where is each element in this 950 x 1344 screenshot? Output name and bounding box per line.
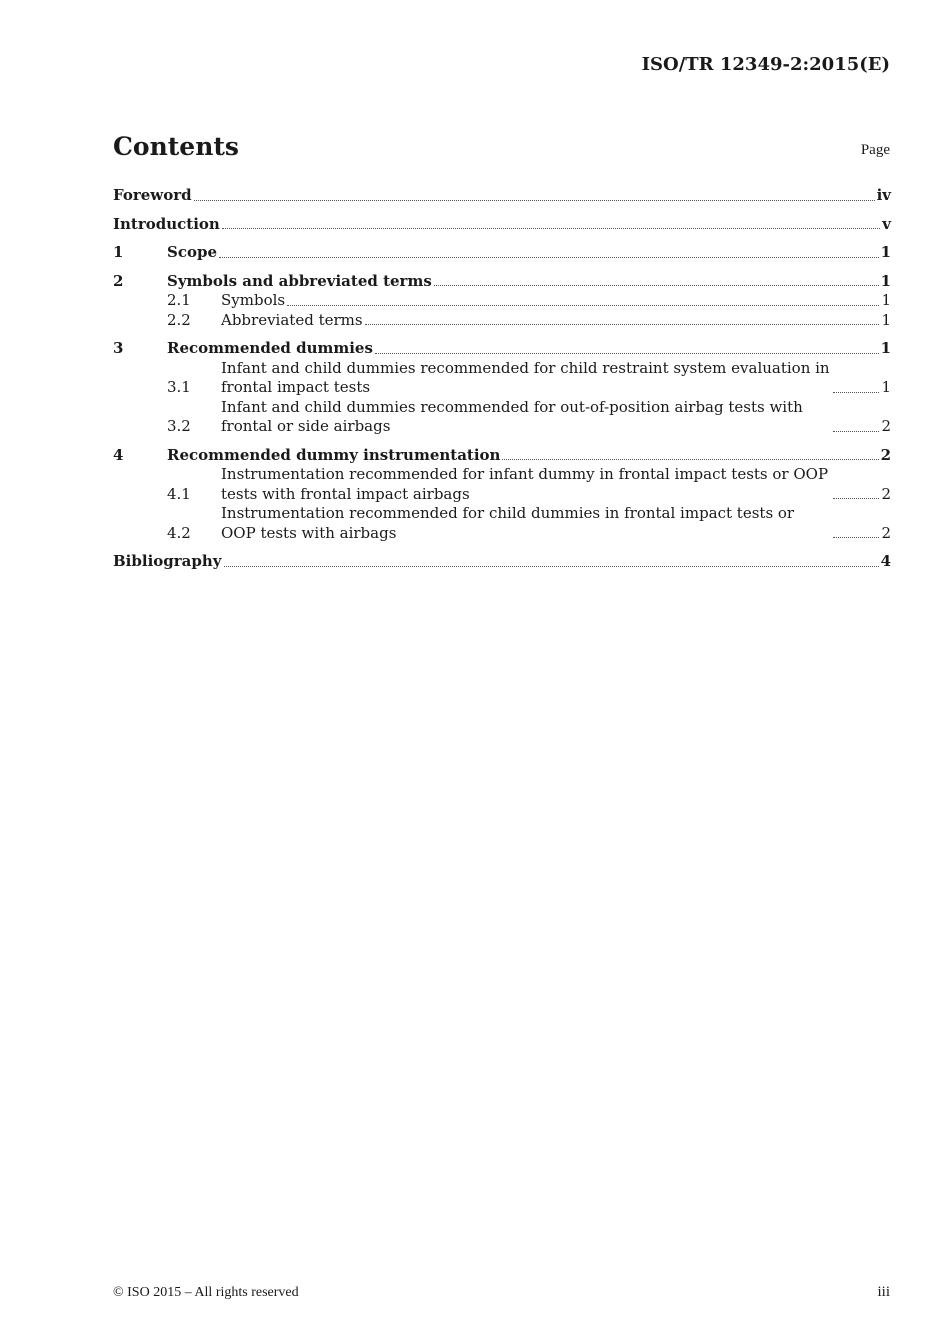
toc-entry-3-1[interactable] — [113, 359, 891, 398]
toc-entry-number: 2 — [113, 271, 124, 290]
dot-leader — [365, 324, 880, 325]
toc-entry-foreword[interactable] — [113, 186, 891, 206]
toc-entry-3-2[interactable] — [113, 398, 891, 437]
toc-entry-title: Scope — [167, 243, 218, 261]
toc-entry-number: 2.1 — [167, 291, 191, 309]
toc-entry-number: 2.2 — [167, 310, 191, 329]
page-column-label: Page — [860, 142, 890, 158]
dot-leader — [502, 459, 878, 460]
dot-leader — [287, 305, 879, 306]
toc-entry-page: 1 — [881, 378, 891, 396]
dot-leader — [833, 431, 879, 432]
toc-entry-title: Abbreviated terms — [221, 310, 363, 329]
toc-entry-title: Bibliography — [113, 552, 222, 570]
dot-leader — [833, 392, 879, 393]
dot-leader — [219, 257, 879, 258]
dot-leader — [194, 200, 875, 201]
toc-entry-number: 1 — [113, 243, 124, 261]
toc-entry-number: 3 — [113, 339, 124, 357]
dot-leader — [222, 228, 880, 229]
toc-entry-number: 4 — [113, 445, 124, 464]
toc-entry-4-1[interactable] — [113, 465, 891, 504]
toc-entry-4-2[interactable] — [113, 504, 891, 543]
toc-entry-page: 1 — [880, 271, 891, 290]
toc-entry-title: Instrumentation recommended for infant dummy in frontal impact tests or OOP tests with frontal impact airbags — [221, 465, 829, 503]
toc-entry-page: 2 — [881, 523, 891, 542]
copyright-notice: © ISO 2015 – All rights reserved — [113, 1285, 299, 1300]
toc-entry-recommended-instrumentation[interactable] — [113, 446, 891, 466]
toc-entry-page: v — [882, 214, 891, 233]
dot-leader — [224, 566, 879, 567]
page-number: iii — [877, 1284, 890, 1300]
toc-entry-recommended-dummies[interactable] — [113, 339, 891, 359]
toc-entry-page: 1 — [881, 291, 891, 309]
toc-entry-page: 2 — [881, 417, 891, 435]
toc-entry-title: Symbols — [221, 291, 286, 309]
toc-entry-page: 1 — [881, 310, 891, 329]
toc-entry-number: 3.1 — [167, 378, 191, 396]
toc-entry-page: iv — [876, 186, 891, 204]
toc-entry-bibliography[interactable] — [113, 552, 891, 572]
toc-entry-title: Instrumentation recommended for child dummies in frontal impact tests or OOP tests with airbags — [221, 504, 795, 542]
toc-entry-number: 4.1 — [167, 484, 191, 503]
toc-entry-title: Infant and child dummies recommended for child restraint system evaluation in frontal impact tests — [221, 358, 830, 396]
dot-leader — [833, 498, 879, 499]
toc-entry-symbols-abbreviated[interactable] — [113, 272, 891, 292]
toc-entry-title: Infant and child dummies recommended for out-of-position airbag tests with frontal or side airbags — [221, 397, 803, 435]
toc-entry-page: 2 — [880, 445, 891, 464]
toc-entry-title: Symbols and abbreviated terms — [167, 271, 432, 290]
document-id: ISO/TR 12349-2:2015(E) — [641, 54, 890, 75]
toc-entry-scope[interactable] — [113, 243, 891, 263]
toc-entry-title: Foreword — [113, 186, 192, 204]
dot-leader — [833, 537, 879, 538]
toc-entry-title: Recommended dummy instrumentation — [167, 445, 501, 464]
toc-entry-page: 1 — [880, 243, 891, 261]
table-of-contents — [113, 186, 891, 572]
toc-entry-abbreviated-terms[interactable] — [113, 311, 891, 331]
toc-entry-title: Introduction — [113, 214, 220, 233]
toc-entry-page: 1 — [880, 339, 891, 357]
toc-entry-symbols[interactable] — [113, 291, 891, 311]
toc-entry-number: 3.2 — [167, 417, 191, 435]
dot-leader — [375, 353, 879, 354]
toc-entry-page: 2 — [881, 484, 891, 503]
toc-entry-number: 4.2 — [167, 523, 191, 542]
toc-entry-page: 4 — [880, 552, 891, 570]
contents-title: Contents — [113, 132, 240, 161]
dot-leader — [434, 285, 879, 286]
toc-entry-introduction[interactable] — [113, 215, 891, 235]
toc-entry-title: Recommended dummies — [167, 339, 373, 357]
